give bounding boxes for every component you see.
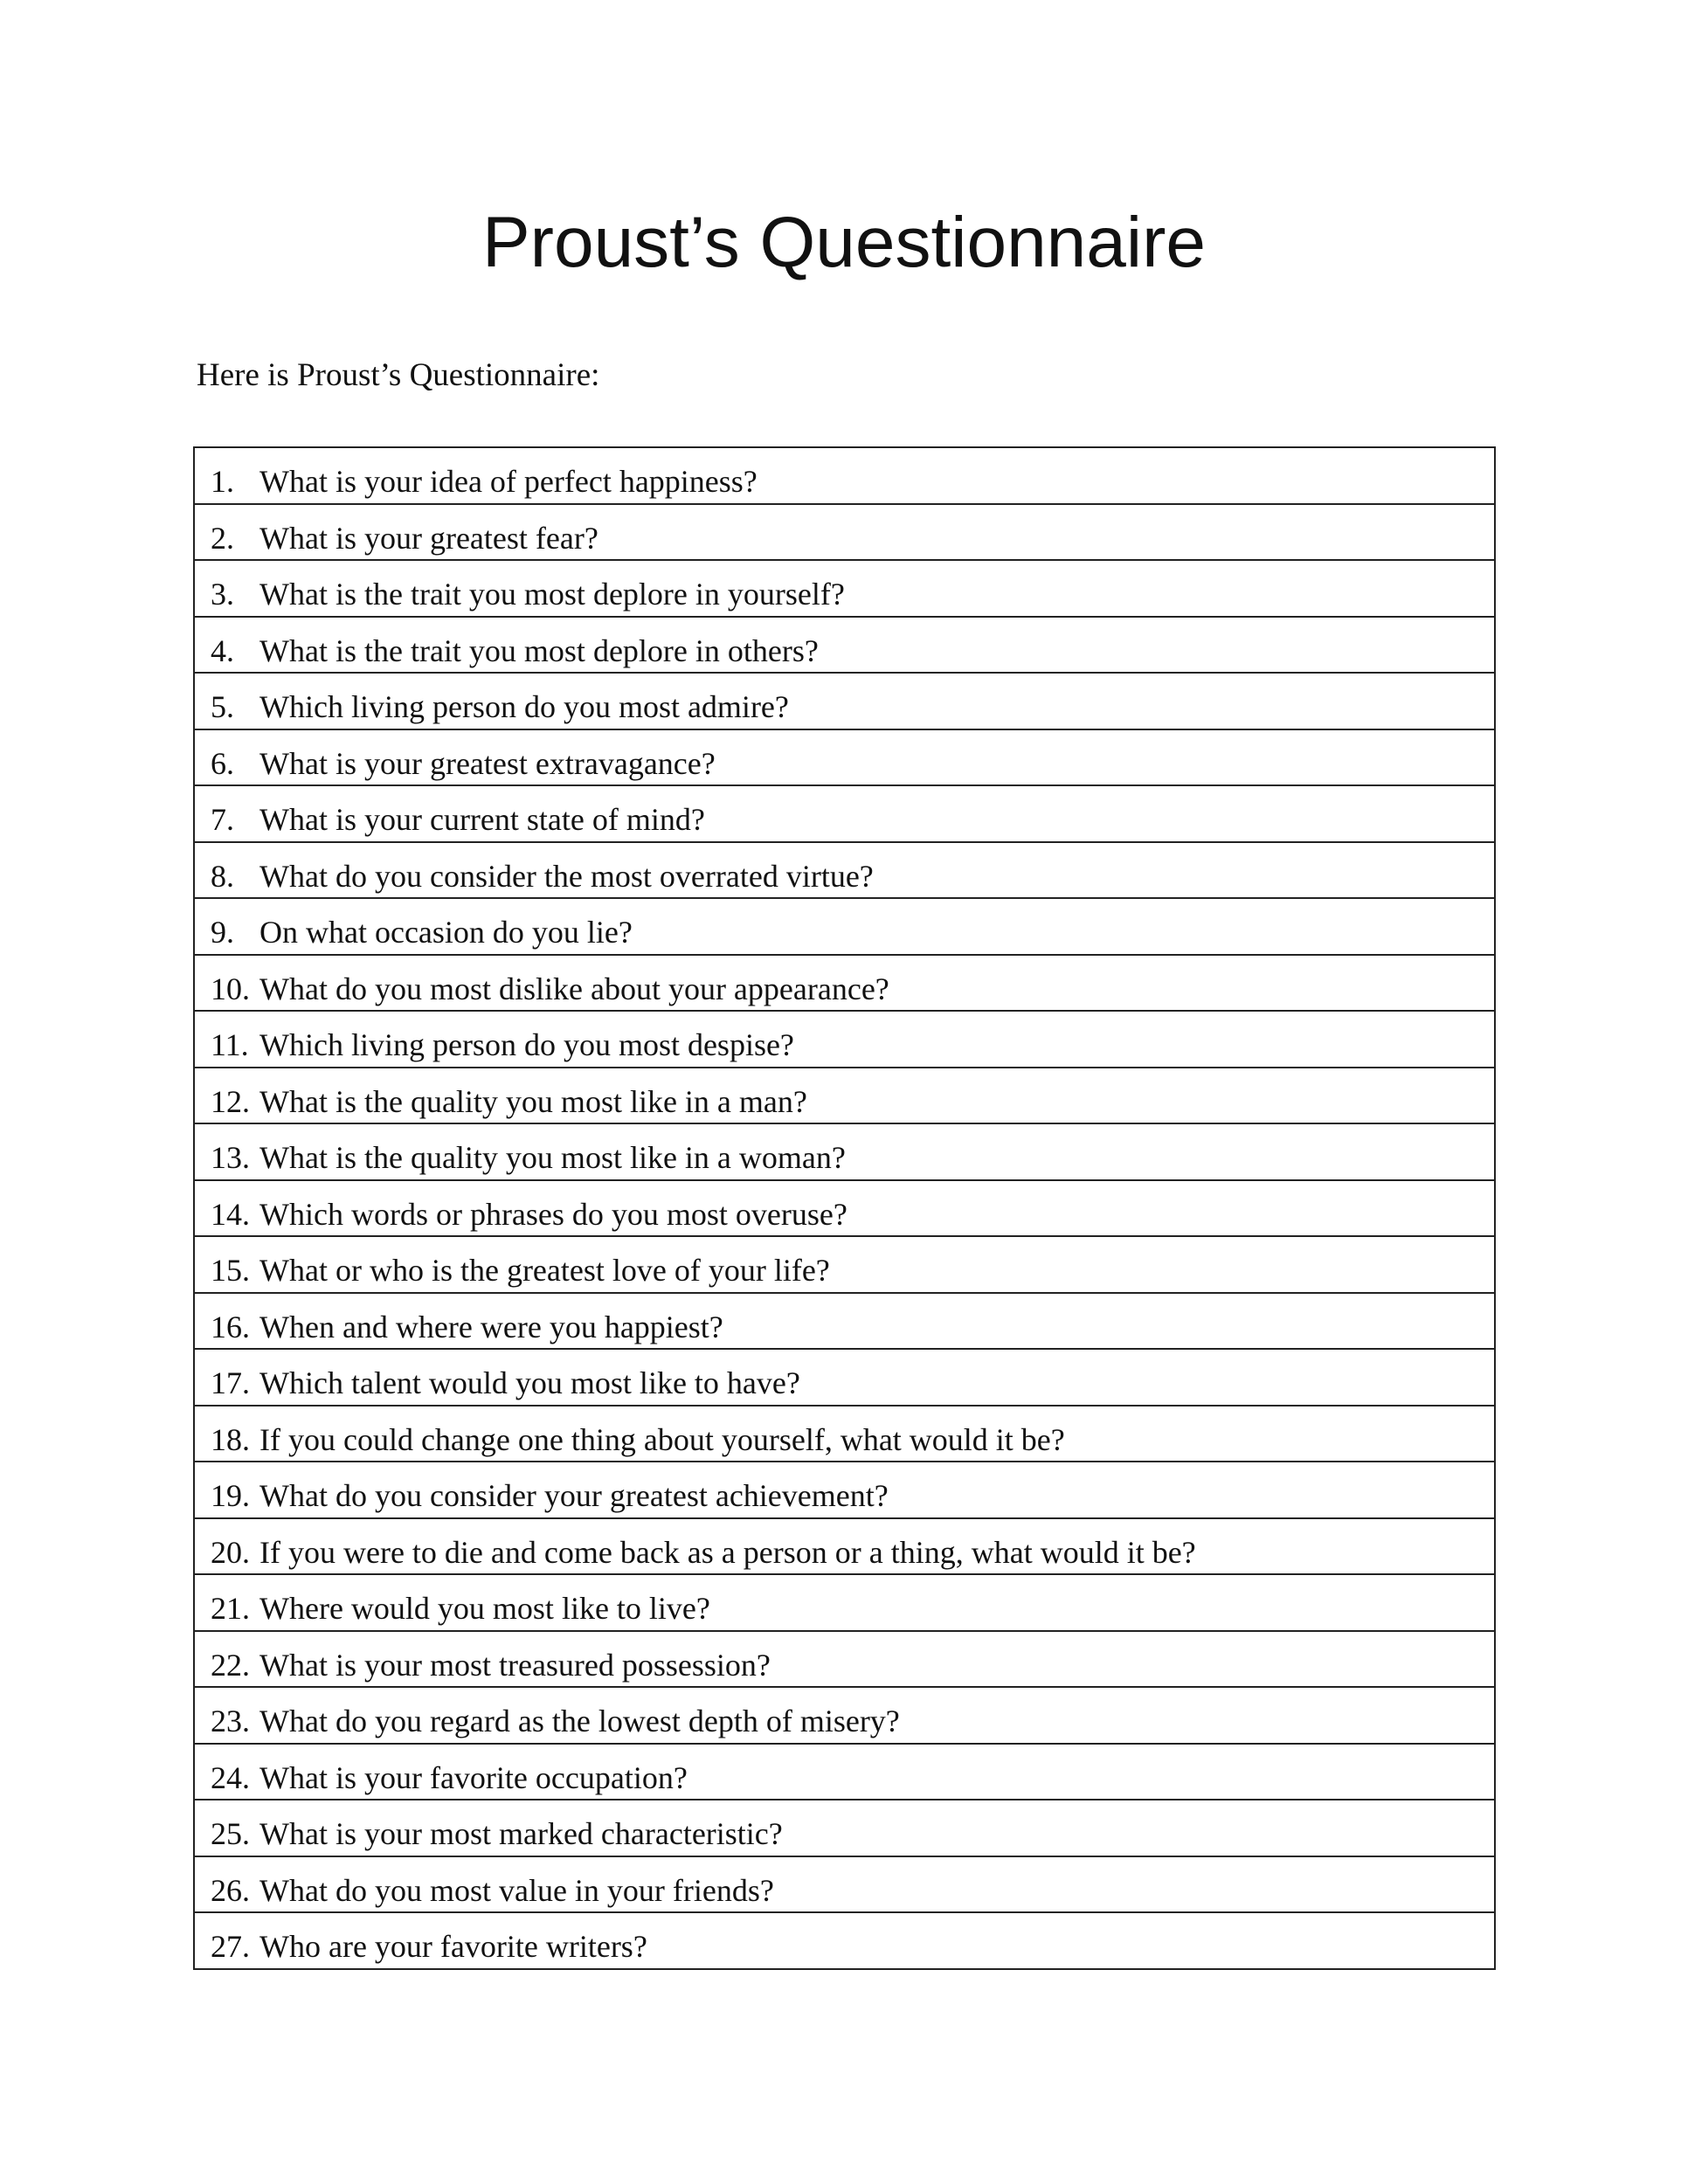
question-item bbox=[195, 1913, 1494, 1968]
table-row bbox=[194, 1574, 1495, 1631]
question-number: 27. bbox=[211, 1929, 250, 1964]
question-cell bbox=[194, 447, 1495, 504]
table-row bbox=[194, 1912, 1495, 1969]
table-row bbox=[194, 1236, 1495, 1293]
question-text: On what occasion do you lie? bbox=[259, 915, 633, 950]
question-cell bbox=[194, 898, 1495, 955]
question-item bbox=[195, 1012, 1494, 1067]
table-row bbox=[194, 617, 1495, 674]
question-text: Where would you most like to live? bbox=[259, 1591, 710, 1626]
question-number: 14. bbox=[211, 1196, 250, 1232]
question-cell bbox=[194, 1011, 1495, 1068]
question-item bbox=[195, 1575, 1494, 1630]
question-text: What is your favorite occupation? bbox=[259, 1759, 688, 1795]
questionnaire-table bbox=[193, 446, 1496, 1970]
question-number: 5. bbox=[211, 689, 234, 724]
table-row bbox=[194, 1462, 1495, 1518]
table-row bbox=[194, 1518, 1495, 1575]
question-number: 18. bbox=[211, 1421, 250, 1457]
table-row bbox=[194, 729, 1495, 786]
question-cell bbox=[194, 1574, 1495, 1631]
question-number: 26. bbox=[211, 1872, 250, 1908]
question-text: Which words or phrases do you most overuse? bbox=[259, 1196, 847, 1232]
question-text: What is your greatest extravagance? bbox=[259, 745, 716, 781]
question-item bbox=[195, 1688, 1494, 1743]
question-number: 7. bbox=[211, 802, 234, 837]
question-number: 25. bbox=[211, 1816, 250, 1851]
question-item bbox=[195, 1124, 1494, 1179]
question-item bbox=[195, 786, 1494, 841]
question-text: What is the trait you most deplore in yourself? bbox=[259, 577, 845, 612]
question-text: What is the trait you most deplore in others? bbox=[259, 632, 819, 668]
question-number: 11. bbox=[211, 1027, 249, 1062]
question-text: When and where were you happiest? bbox=[259, 1309, 723, 1344]
question-text: What do you consider the most overrated virtue? bbox=[259, 858, 874, 894]
question-item bbox=[195, 1857, 1494, 1912]
question-number: 15. bbox=[211, 1253, 250, 1288]
table-row bbox=[194, 447, 1495, 504]
question-cell bbox=[194, 1123, 1495, 1180]
question-text: Which talent would you most like to have? bbox=[259, 1365, 800, 1400]
question-item bbox=[195, 1294, 1494, 1349]
question-number: 12. bbox=[211, 1083, 250, 1119]
question-number: 4. bbox=[211, 632, 234, 668]
question-cell bbox=[194, 504, 1495, 561]
question-text: What is your most marked characteristic? bbox=[259, 1816, 783, 1851]
question-item bbox=[195, 505, 1494, 560]
question-text: What is the quality you most like in a man? bbox=[259, 1083, 807, 1119]
question-number: 16. bbox=[211, 1309, 250, 1344]
question-number: 9. bbox=[211, 915, 234, 950]
table-row bbox=[194, 1744, 1495, 1800]
question-text: What is your current state of mind? bbox=[259, 802, 705, 837]
table-row bbox=[194, 1631, 1495, 1688]
question-number: 2. bbox=[211, 520, 234, 556]
question-item bbox=[195, 1237, 1494, 1292]
question-item bbox=[195, 1745, 1494, 1800]
question-item bbox=[195, 618, 1494, 673]
table-row bbox=[194, 898, 1495, 955]
question-cell bbox=[194, 1744, 1495, 1800]
question-number: 20. bbox=[211, 1534, 250, 1570]
question-item bbox=[195, 1406, 1494, 1462]
question-cell bbox=[194, 1349, 1495, 1406]
question-text: If you could change one thing about yourself, what would it be? bbox=[259, 1421, 1065, 1457]
question-text: What do you most value in your friends? bbox=[259, 1872, 774, 1908]
question-text: Who are your favorite writers? bbox=[259, 1929, 647, 1964]
question-cell bbox=[194, 1406, 1495, 1462]
table-row bbox=[194, 673, 1495, 729]
question-text: What do you most dislike about your appearance? bbox=[259, 971, 889, 1006]
question-text: What is the quality you most like in a woman? bbox=[259, 1140, 846, 1175]
question-cell bbox=[194, 560, 1495, 617]
question-text: What is your greatest fear? bbox=[259, 520, 598, 556]
question-item bbox=[195, 674, 1494, 729]
question-item bbox=[195, 843, 1494, 898]
question-number: 24. bbox=[211, 1759, 250, 1795]
question-cell bbox=[194, 1631, 1495, 1688]
table-row bbox=[194, 842, 1495, 899]
question-text: What do you regard as the lowest depth of misery? bbox=[259, 1704, 900, 1738]
question-number: 22. bbox=[211, 1647, 250, 1683]
question-number: 19. bbox=[211, 1478, 250, 1513]
question-cell bbox=[194, 1462, 1495, 1518]
question-number: 17. bbox=[211, 1365, 250, 1400]
table-row bbox=[194, 1068, 1495, 1124]
question-item bbox=[195, 1068, 1494, 1123]
question-number: 23. bbox=[211, 1704, 250, 1738]
question-cell bbox=[194, 1800, 1495, 1856]
question-number: 10. bbox=[211, 971, 250, 1006]
question-cell bbox=[194, 955, 1495, 1012]
question-cell bbox=[194, 785, 1495, 842]
question-cell bbox=[194, 1912, 1495, 1969]
question-number: 8. bbox=[211, 858, 234, 894]
table-row bbox=[194, 1180, 1495, 1237]
table-row bbox=[194, 1856, 1495, 1913]
question-text: What is your most treasured possession? bbox=[259, 1647, 771, 1683]
question-number: 3. bbox=[211, 577, 234, 612]
question-cell bbox=[194, 1068, 1495, 1124]
question-item bbox=[195, 899, 1494, 954]
question-item bbox=[195, 1181, 1494, 1236]
question-number: 6. bbox=[211, 745, 234, 781]
question-cell bbox=[194, 842, 1495, 899]
question-cell bbox=[194, 1236, 1495, 1293]
question-cell bbox=[194, 1687, 1495, 1744]
question-text: Which living person do you most admire? bbox=[259, 689, 789, 724]
table-row bbox=[194, 1123, 1495, 1180]
question-cell bbox=[194, 617, 1495, 674]
question-item bbox=[195, 730, 1494, 785]
question-cell bbox=[194, 729, 1495, 786]
question-text: Which living person do you most despise? bbox=[259, 1027, 794, 1062]
table-row bbox=[194, 504, 1495, 561]
intro-text: Here is Proust’s Questionnaire: bbox=[197, 357, 600, 393]
table-row bbox=[194, 1406, 1495, 1462]
question-text: If you were to die and come back as a person or a thing, what would it be? bbox=[259, 1534, 1196, 1570]
question-item bbox=[195, 448, 1494, 503]
question-cell bbox=[194, 1293, 1495, 1350]
question-item bbox=[195, 1632, 1494, 1687]
question-text: What or who is the greatest love of your life? bbox=[259, 1253, 830, 1288]
table-row bbox=[194, 785, 1495, 842]
question-cell bbox=[194, 1180, 1495, 1237]
question-cell bbox=[194, 1856, 1495, 1913]
questionnaire-body bbox=[194, 447, 1495, 1969]
question-item bbox=[195, 1800, 1494, 1856]
question-cell bbox=[194, 673, 1495, 729]
table-row bbox=[194, 1293, 1495, 1350]
question-text: What is your idea of perfect happiness? bbox=[259, 464, 758, 499]
question-item bbox=[195, 1462, 1494, 1517]
table-row bbox=[194, 1800, 1495, 1856]
question-cell bbox=[194, 1518, 1495, 1575]
question-item bbox=[195, 561, 1494, 616]
question-number: 21. bbox=[211, 1591, 250, 1626]
table-row bbox=[194, 1687, 1495, 1744]
table-row bbox=[194, 1349, 1495, 1406]
question-item bbox=[195, 956, 1494, 1011]
table-row bbox=[194, 955, 1495, 1012]
question-item bbox=[195, 1350, 1494, 1405]
table-row bbox=[194, 1011, 1495, 1068]
question-item bbox=[195, 1519, 1494, 1574]
question-number: 1. bbox=[211, 464, 234, 499]
question-text: What do you consider your greatest achievement? bbox=[259, 1478, 889, 1513]
question-number: 13. bbox=[211, 1140, 250, 1175]
page-title: Proust’s Questionnaire bbox=[481, 203, 1207, 282]
table-row bbox=[194, 560, 1495, 617]
